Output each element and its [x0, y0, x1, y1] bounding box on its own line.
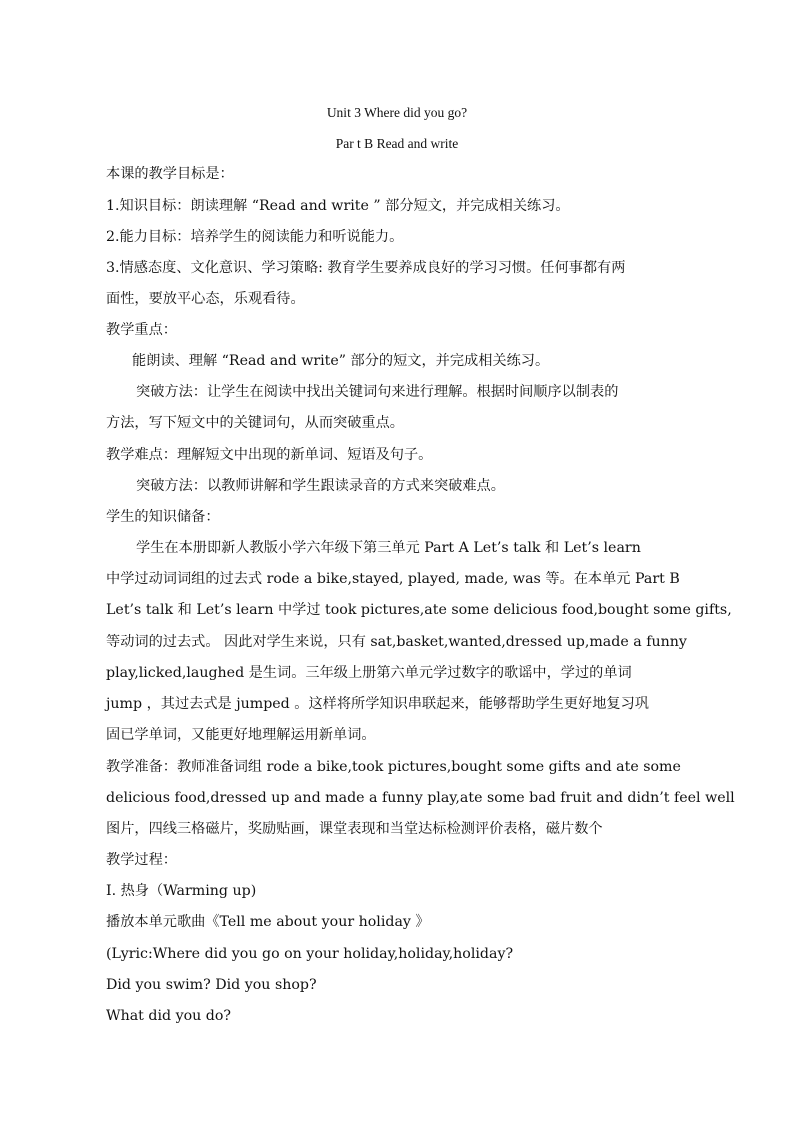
- lyric-line-1: (Lyric:Where did you go on your holiday,holiday,holiday?: [106, 946, 514, 962]
- document-title: Unit 3 Where did you go?: [326, 105, 468, 120]
- lyric-line-2: Did you swim? Did you shop?: [106, 977, 317, 993]
- objectives-heading: 本课的教学目标是：: [106, 166, 234, 182]
- prior-knowledge-line-4: 等动词的过去式。 因此对学生来说，只有 sat,basket,wanted,dressed up,made a funny: [106, 634, 687, 650]
- prior-knowledge-line-2: 中学过动词词组的过去式 rode a bike,stayed, played, made, was 等。在本单元 Part B: [106, 571, 680, 587]
- breakthrough-method-2: 突破方法：以教师讲解和学生跟读录音的方式来突破难点。: [136, 478, 505, 494]
- preparation-line-2: delicious food,dressed up and made a funny play,ate some bad fruit and didn’t feel well: [106, 790, 735, 806]
- knowledge-objective: 1.知识目标：朗读理解 “Read and write ” 部分短文，并完成相关练习。: [106, 198, 570, 214]
- breakthrough-method-1: 突破方法：让学生在阅读中找出关键词句来进行理解。根据时间顺序以制表的: [136, 384, 619, 400]
- song-intro: 播放本单元歌曲《Tell me about your holiday 》: [106, 914, 430, 930]
- warming-up-heading: I. 热身（Warming up): [106, 883, 257, 899]
- ability-objective: 2.能力目标：培养学生的阅读能力和听说能力。: [106, 229, 404, 245]
- prior-knowledge-line-1: 学生在本册即新人教版小学六年级下第三单元 Part A Let’s talk 和 Let’s learn: [136, 540, 641, 556]
- lyric-line-3: What did you do?: [106, 1008, 232, 1024]
- emotion-objective-cont: 面性，要放平心态，乐观看待。: [106, 291, 305, 307]
- prior-knowledge-line-6: jump ，其过去式是 jumped 。这样将所学知识串联起来，能够帮助学生更好地复习巩: [106, 696, 649, 712]
- preparation-line-3: 图片，四线三格磁片，奖励贴画，课堂表现和当堂达标检测评价表格，磁片数个: [106, 821, 603, 837]
- document-subtitle: Par t B Read and write: [335, 136, 459, 151]
- prior-knowledge-heading: 学生的知识储备：: [106, 509, 220, 525]
- key-points-heading: 教学重点：: [106, 322, 177, 338]
- emotion-objective: 3.情感态度、文化意识、学习策略: 教育学生要养成良好的学习习惯。任何事都有两: [106, 260, 626, 276]
- process-heading: 教学过程：: [106, 852, 177, 868]
- prior-knowledge-line-3: Let’s talk 和 Let’s learn 中学过 took pictures,ate some delicious food,bought some gifts,: [106, 602, 732, 618]
- breakthrough-method-1-cont: 方法，写下短文中的关键词句，从而突破重点。: [106, 415, 404, 431]
- difficulties-heading: 教学难点：理解短文中出现的新单词、短语及句子。: [106, 447, 433, 463]
- key-points-text: 能朗读、理解 “Read and write” 部分的短文，并完成相关练习。: [132, 353, 550, 369]
- preparation-line-1: 教学准备：教师准备词组 rode a bike,took pictures,bought some gifts and ate some: [106, 759, 681, 775]
- prior-knowledge-line-7: 固已学单词，又能更好地理解运用新单词。: [106, 727, 376, 743]
- prior-knowledge-line-5: play,licked,laughed 是生词。三年级上册第六单元学过数字的歌谣中，学过的单词: [106, 665, 632, 681]
